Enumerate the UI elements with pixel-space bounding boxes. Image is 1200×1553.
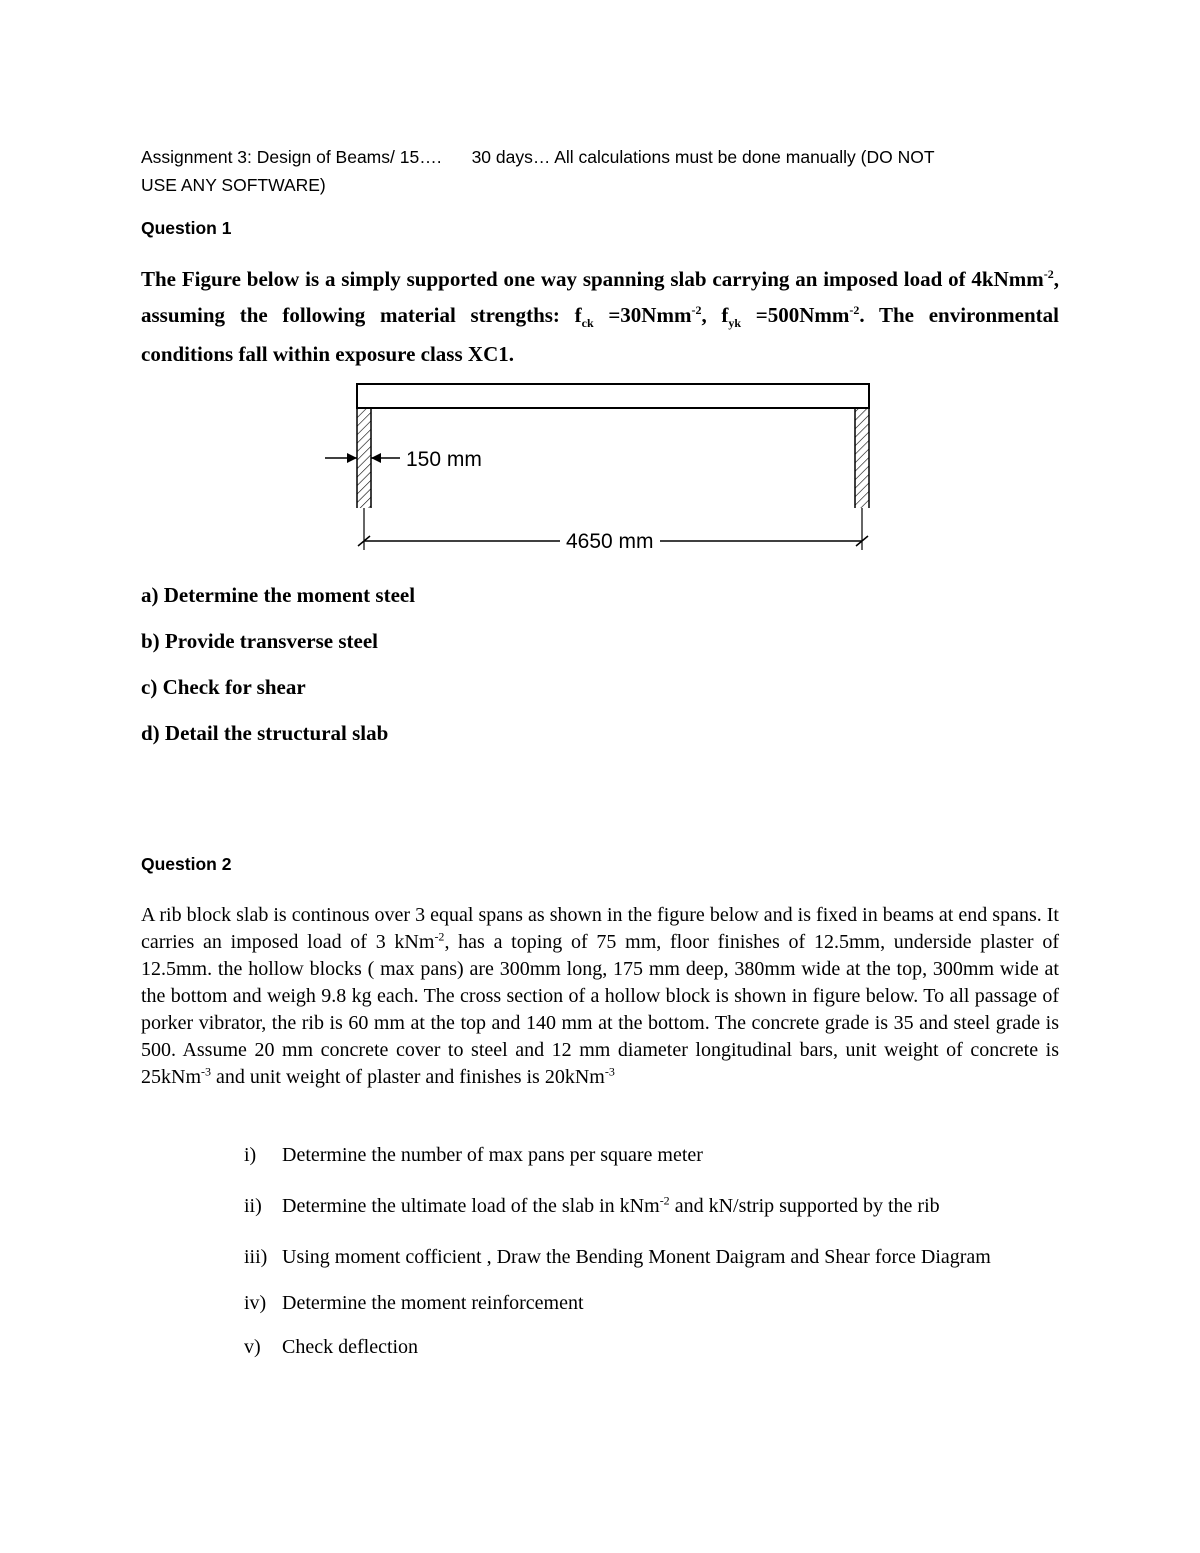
list-item: i) Determine the number of max pans per square meter	[244, 1144, 703, 1166]
list-item: v) Check deflection	[244, 1336, 419, 1358]
header-right: 30 days… All calculations must be done manually (DO NOT	[471, 147, 935, 167]
support-width-label: 150 mm	[406, 448, 482, 471]
list-item: iii) Using moment cofficient , Draw the Bending Monent Daigram and Shear force Diagram	[244, 1246, 991, 1268]
slab-rectangle	[357, 384, 869, 408]
list-item: b) Provide transverse steel	[141, 629, 378, 653]
assignment-header	[141, 143, 1061, 199]
list-item: iv) Determine the moment reinforcement	[244, 1292, 584, 1314]
question-2-text: A rib block slab is continous over 3 equal spans as shown in the figure below and is fixed in beams at end spans. It carries an imposed load of 3 kNm$^{-2}$, has a toping of 75 mm, floor finishes of 12.5mm, underside plaster of 12.5mm. the hollow blocks ( max pans) are 300mm long, 175 mm deep, 380mm wide at the top, 300mm wide at the bottom and weigh 9.8 kg each. The cross section of a hollow block is shown in figure below. To all passage of porker vibrator, the rib is 60 mm at the top and 140 mm at the bottom. The concrete grade is 35 and steel grade is 500. Assume 20 mm concrete cover to steel and 12 mm diameter longitudinal bars, unit weight of concrete is 25kNm$^{-3}$ and unit weight of plaster and finishes is 20kNm$^{-3}$	[141, 904, 1059, 1088]
list-item: c) Check for shear	[141, 675, 306, 699]
span-label: 4650 mm	[566, 530, 654, 553]
question-2-tasks	[244, 1142, 1059, 1361]
slab-figure	[320, 378, 890, 558]
right-support	[855, 408, 869, 508]
list-item: ii) Determine the ultimate load of the slab in kNm$^{-2}$ and kN/strip supported by the rib	[244, 1193, 940, 1217]
question-2-title: Question 2	[141, 854, 232, 874]
list-item: a) Determine the moment steel	[141, 583, 416, 607]
list-item: d) Detail the structural slab	[141, 721, 389, 745]
header-line2: USE ANY SOFTWARE)	[141, 175, 326, 195]
header-left: Assignment 3: Design of Beams/ 15….	[141, 147, 442, 167]
question-1-tasks	[141, 580, 415, 764]
question-1-title: Question 1	[141, 218, 232, 238]
left-support	[357, 408, 371, 508]
question-1-text: The Figure below is a simply supported one way spanning slab carrying an imposed load of 4kNmm$^{-2}$, assuming the following material strengths: $f_{ck} =30Nmm^{-2}$, $f_{yk} =500Nmm^{-2}$. The environmental conditions fall within exposure class XC1.	[141, 267, 1059, 367]
